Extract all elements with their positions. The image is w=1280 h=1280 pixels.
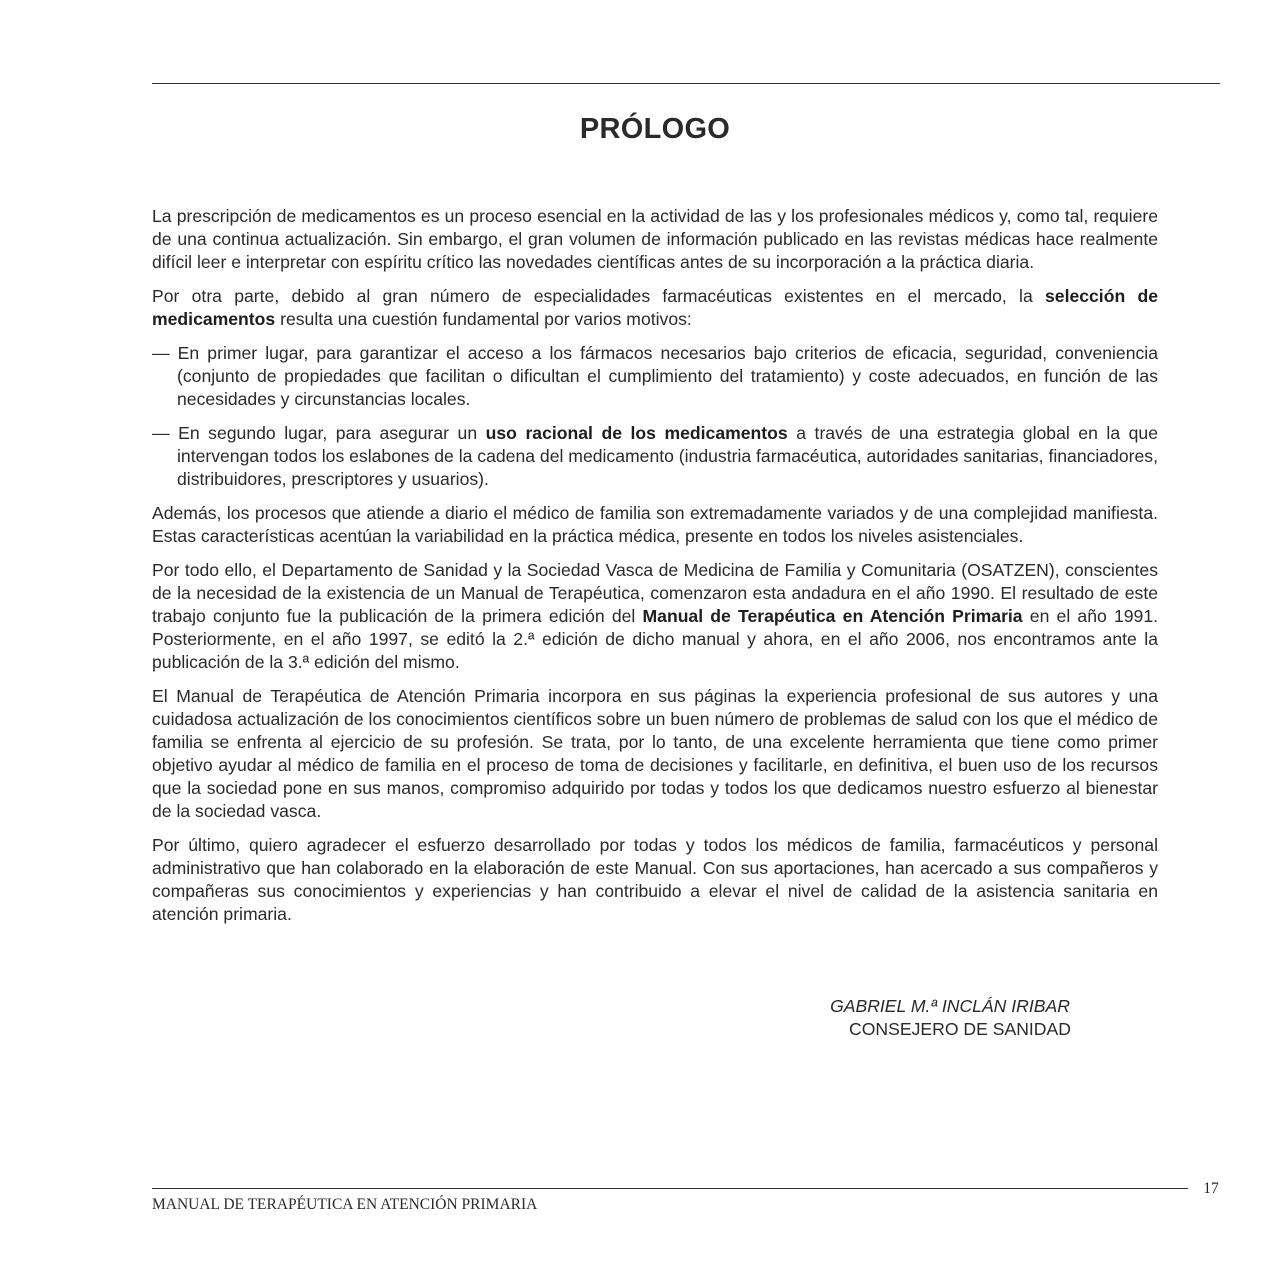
signatory-position: CONSEJERO DE SANIDAD (849, 1019, 1071, 1039)
prologue-body (152, 205, 1158, 937)
paragraph-3: Además, los procesos que atiende a diario el médico de familia son extremadamente variados y de una complejidad manifiesta. Estas características acentúan la variabilidad en la práctica médica, presente en todos los niveles asistenciales. (152, 503, 1158, 546)
paragraph-4-emphasis: Manual de Terapéutica en Atención Primaria (642, 606, 1023, 626)
paragraph-1: La prescripción de medicamentos es un proceso esencial en la actividad de las y los profesionales médicos y, como tal, requiere de una continua actualización. Sin embargo, el gran volumen de información publicado en las revistas médicas hace realmente difícil leer e interpretar con espíritu crítico las novedades científicas antes de su incorporación a la práctica diaria. (152, 206, 1158, 272)
bullet-item-2-text-start: — En segundo lugar, para asegurar un (152, 423, 486, 443)
footer-book-title: MANUAL DE TERAPÉUTICA EN ATENCIÓN PRIMARIA (152, 1196, 538, 1213)
bullet-item-2-emphasis: uso racional de los medicamentos (485, 423, 788, 443)
footer-rule (152, 1188, 1188, 1189)
bullet-item-2-text-end: a través de una estrategia global en la que intervengan todos los eslabones de la cadena del medicamento (industria farmacéutica, autoridades sanitarias, financiadores, distribuidores, prescriptores y usuarios). (177, 423, 1158, 489)
paragraph-2-emphasis: selección de medicamentos (152, 286, 1158, 329)
header-rule (152, 83, 1220, 84)
bullet-item-1: — En primer lugar, para garantizar el acceso a los fármacos necesarios bajo criterios de eficacia, seguridad, conveniencia (conjunto de propiedades que facilitan o dificultan el cumplimiento del tratamiento) y coste adecuados, en función de las necesidades y circunstancias locales. (152, 343, 1158, 409)
paragraph-5: El Manual de Terapéutica de Atención Primaria incorpora en sus páginas la experiencia profesional de sus autores y una cuidadosa actualización de los conocimientos científicos sobre un buen número de problemas de salud con los que el médico de familia se enfrenta al ejercicio de su profesión. Se trata, por lo tanto, de una excelente herramienta que tiene como primer objetivo ayudar al médico de familia en el proceso de toma de decisiones y facilitarle, en definitiva, el buen uso de los recursos que la sociedad pone en sus manos, compromiso adquirido por todas y todos los que dedicamos nuestro esfuerzo al bienestar de la sociedad vasca. (152, 686, 1158, 821)
paragraph-6: Por último, quiero agradecer el esfuerzo desarrollado por todas y todos los médicos de familia, farmacéuticos y personal administrativo que han colaborado en la elaboración de este Manual. Con sus aportaciones, han acercado a sus compañeros y compañeras sus conocimientos y experiencias y han contribuido a elevar el nivel de calidad de la asistencia sanitaria en atención primaria. (152, 835, 1158, 924)
page-number: 17 (1203, 1180, 1219, 1197)
signatory-name: GABRIEL M.ª INCLÁN IRIBAR (830, 996, 1070, 1016)
paragraph-2 (152, 285, 1158, 331)
paragraph-4-text-end: en el año 1991. Posteriormente, en el año 1997, se editó la 2.ª edición de dicho manual y ahora, en el año 2006, nos encontramos ante la publicación de la 3.ª edición del mismo. (152, 606, 1158, 672)
signature-block (760, 995, 1160, 1041)
paragraph-4-text-start: Por todo ello, el Departamento de Sanidad y la Sociedad Vasca de Medicina de Familia y Comunitaria (OSATZEN), conscientes de la necesidad de la existencia de un Manual de Terapéutica, comenzaron esta andadura en el año 1990. El resultado de este trabajo conjunto fue la publicación de la primera edición del (152, 560, 1158, 626)
paragraph-2-text-end: resulta una cuestión fundamental por varios motivos: (275, 309, 692, 329)
paragraph-4 (152, 559, 1158, 674)
page-title: PRÓLOGO (579, 113, 731, 145)
paragraph-2-text-start: Por otra parte, debido al gran número de especialidades farmacéuticas existentes en el mercado, la (152, 286, 1045, 306)
bullet-item-2 (152, 422, 1158, 491)
